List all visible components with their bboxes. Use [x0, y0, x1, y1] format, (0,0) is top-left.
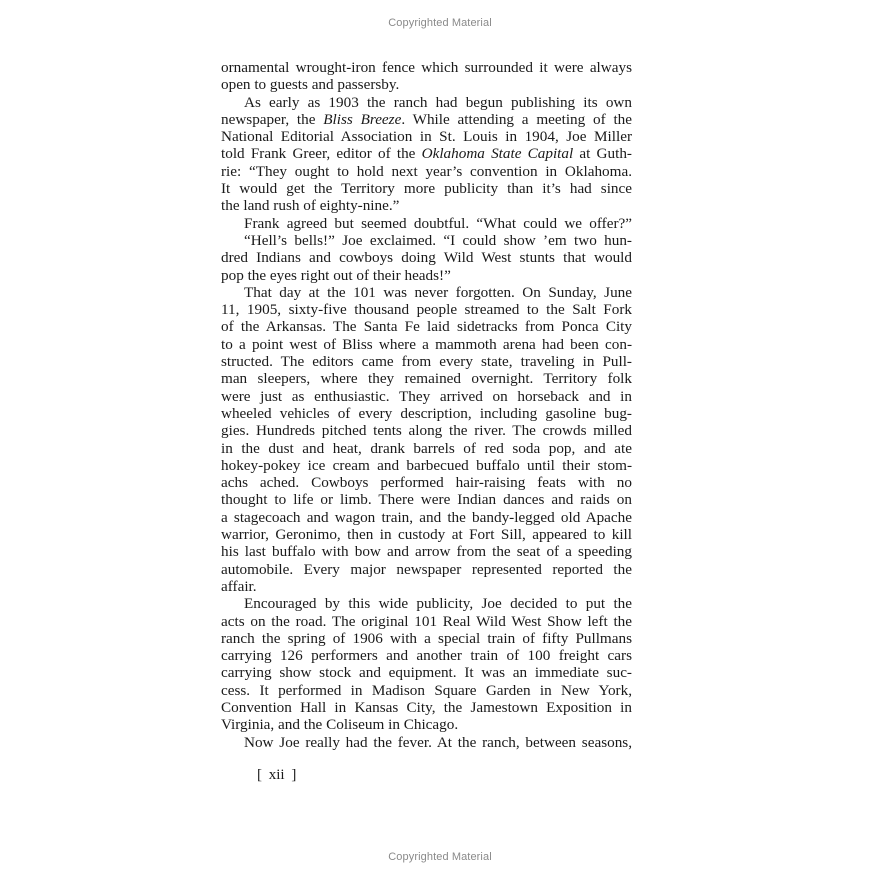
- text-line: “Hell’s bells!” Joe exclaimed. “I could show ’em two hun-: [244, 231, 632, 249]
- text-line: cess. It performed in Madison Square Garden in New York,: [221, 681, 632, 699]
- page-number: [ xii ]: [257, 767, 297, 783]
- text-line: [221, 145, 632, 162]
- text-line: carrying 126 performers and another train of 100 freight cars: [221, 647, 632, 665]
- text-line: That day at the 101 was never forgotten. On Sunday, June: [244, 283, 632, 301]
- text-line: dred Indians and cowboys doing Wild West stunts that would: [221, 249, 632, 267]
- text-line: automobile. Every major newspaper represented reported the: [221, 560, 632, 578]
- text-segment: . While attending a meeting of the: [401, 110, 632, 128]
- text-line: to a point west of Bliss where a mammoth arena had been con-: [221, 335, 632, 353]
- text-line: Now Joe really had the fever. At the ranch, between seasons,: [244, 733, 632, 751]
- text-line: 11, 1905, sixty-five thousand people streamed to the Salt Fork: [221, 301, 632, 319]
- copyright-watermark-bottom: Copyrighted Material: [388, 851, 492, 863]
- text-segment: at Guth-: [573, 145, 632, 163]
- text-line: a stagecoach and wagon train, and the bandy-legged old Apache: [221, 508, 632, 526]
- text-line: thought to life or limb. There were Indian dances and raids on: [221, 491, 632, 509]
- newspaper-title: Oklahoma State Capital: [421, 145, 574, 163]
- text-line: the land rush of eighty-nine.”: [221, 197, 400, 215]
- copyright-watermark-top: Copyrighted Material: [388, 17, 492, 29]
- text-line: wheeled vehicles of every description, including gasoline bug-: [221, 404, 632, 422]
- text-line: his last buffalo with bow and arrow from the seat of a speeding: [221, 543, 632, 561]
- text-line: Virginia, and the Coliseum in Chicago.: [221, 716, 459, 734]
- text-line: ornamental wrought-iron fence which surrounded it were always: [221, 59, 632, 76]
- newspaper-title: Bliss Breeze: [323, 110, 402, 128]
- text-line: It would get the Territory more publicity than it’s had since: [221, 180, 632, 198]
- text-line: affair.: [221, 577, 257, 595]
- text-line: Convention Hall in Kansas City, the Jamestown Exposition in: [221, 698, 632, 716]
- text-line: rie: “They ought to hold next year’s convention in Oklahoma.: [221, 162, 632, 180]
- text-line: Encouraged by this wide publicity, Joe decided to put the: [244, 595, 632, 613]
- text-line: in the dust and heat, drank barrels of red soda pop, and ate: [221, 439, 632, 457]
- text-line: warrior, Geronimo, then in custody at Fort Sill, appeared to kill: [221, 526, 632, 544]
- text-line: carrying show stock and equipment. It was an immediate suc-: [221, 664, 632, 682]
- text-line: [221, 111, 632, 128]
- text-line: pop the eyes right out of their heads!”: [221, 266, 451, 284]
- text-segment: newspaper, the: [221, 110, 324, 128]
- text-line: open to guests and passersby.: [221, 76, 400, 94]
- text-line: hokey-pokey ice cream and barbecued buffalo until their stom-: [221, 456, 632, 474]
- text-line: were just as enthusiastic. They arrived on horseback and in: [221, 387, 632, 405]
- body-text: [221, 59, 632, 751]
- text-line: National Editorial Association in St. Louis in 1904, Joe Miller: [221, 128, 632, 146]
- text-line: man sleepers, where they remained overnight. Territory folk: [221, 370, 632, 388]
- text-line: As early as 1903 the ranch had begun publishing its own: [244, 93, 632, 111]
- text-line: structed. The editors came from every state, traveling in Pull-: [221, 353, 632, 371]
- text-line: of the Arkansas. The Santa Fe laid sidetracks from Ponca City: [221, 318, 632, 336]
- text-line: achs ached. Cowboys performed hair-raising feats with no: [221, 474, 632, 492]
- text-line: Frank agreed but seemed doubtful. “What could we offer?”: [244, 214, 632, 232]
- text-segment: told Frank Greer, editor of the: [221, 145, 422, 163]
- text-line: acts on the road. The original 101 Real Wild West Show left the: [221, 612, 632, 630]
- text-line: ranch the spring of 1906 with a special train of fifty Pullmans: [221, 629, 632, 647]
- text-line: gies. Hundreds pitched tents along the river. The crowds milled: [221, 422, 632, 440]
